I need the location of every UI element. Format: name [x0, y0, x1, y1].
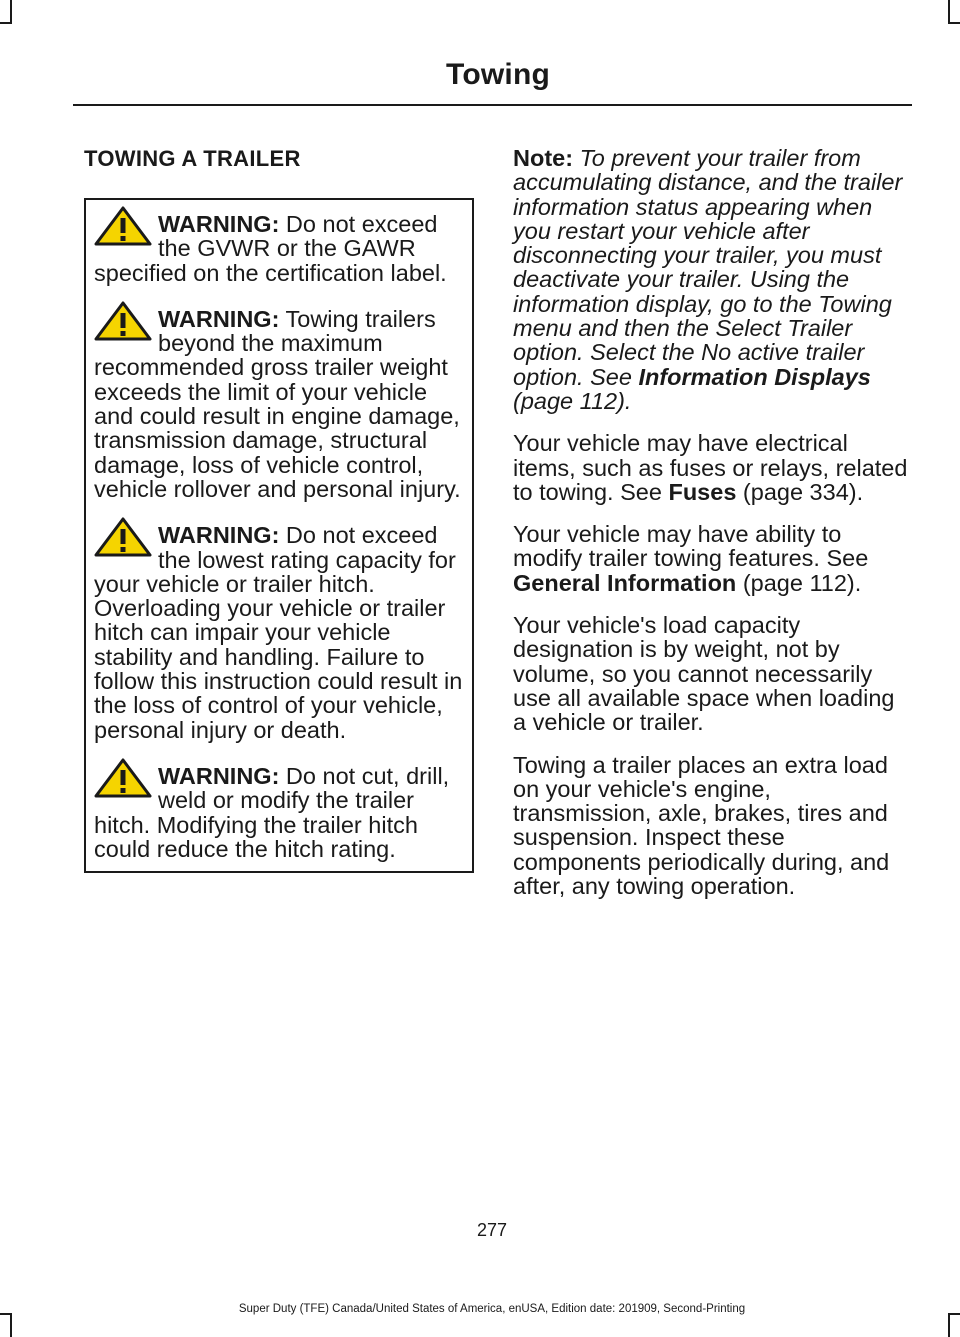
body-paragraph: [513, 522, 909, 595]
warning-label: WARNING:: [158, 211, 280, 237]
footer-edition-info: Super Duty (TFE) Canada/United States of America, enUSA, Edition date: 201909, Second-Printing: [238, 1303, 746, 1315]
crop-mark: [10, 1315, 12, 1337]
paragraph-text: Your vehicle may have ability to modify trailer towing features. See: [513, 521, 869, 572]
page-reference: (page 112).: [513, 387, 632, 414]
page-header-title: Towing: [446, 58, 550, 91]
warning-label: WARNING:: [158, 762, 280, 789]
warning-item: [94, 523, 464, 742]
warning-text: Towing trailers beyond the maximum recommended gross trailer weight exceeds the limit of your vehicle and could result in engine damage, transmission damage, structural damage, loss of vehicle control, vehicle rollover and personal injury.: [94, 305, 461, 502]
crop-mark: [948, 1315, 950, 1337]
left-column: [84, 146, 472, 873]
cross-reference-link[interactable]: Fuses: [668, 478, 737, 505]
note-label: Note:: [513, 145, 574, 171]
right-column: [513, 146, 909, 916]
warning-text: Do not cut, drill, weld or modify the trailer hitch. Modifying the trailer hitch could reduce the hitch rating.: [94, 762, 450, 862]
body-paragraph: Towing a trailer places an extra load on your vehicle's engine, transmission, axle, brakes, tires and suspension. Inspect these components periodically during, and after, any towing operation.: [513, 751, 890, 900]
cross-reference-link[interactable]: Information Displays: [638, 363, 871, 390]
warning-item: [94, 764, 464, 861]
warning-label: WARNING:: [158, 522, 280, 549]
note-text: To prevent your trailer from accumulating distance, and the trailer information status appearing when you restart your vehicle after disconnecting your trailer, you must deactivate your trailer. Using the information display, go to the Towing menu and then the Select Trailer option. Select the No active trailer option. See: [513, 145, 903, 390]
warning-triangle-icon: [94, 517, 152, 557]
cross-reference-link[interactable]: General Information: [513, 569, 737, 596]
warning-triangle-icon: [94, 206, 152, 246]
crop-mark: [0, 22, 12, 24]
crop-mark: [948, 22, 960, 24]
crop-mark: [10, 0, 12, 22]
page-reference: (page 334).: [736, 478, 864, 505]
header-divider: [73, 104, 912, 106]
warning-text: Do not exceed the lowest rating capacity for your vehicle or trailer hitch. Overloading your vehicle or trailer hitch can impair your vehicle stability and handling. Failure to follow this instruction could result in the loss of control of your vehicle, personal injury or death.: [94, 522, 463, 743]
warning-box: [84, 198, 474, 873]
warning-label: WARNING:: [158, 305, 280, 332]
section-title: TOWING A TRAILER: [84, 146, 301, 171]
body-paragraph: [513, 431, 909, 504]
page-reference: (page 112).: [736, 569, 862, 596]
page-number: 277: [476, 1220, 508, 1240]
crop-mark: [948, 0, 950, 22]
paragraph-text: Your vehicle may have electrical items, such as fuses or relays, related to towing. See: [513, 430, 908, 505]
note-paragraph: [513, 146, 909, 413]
warning-triangle-icon: [94, 758, 152, 798]
warning-item: [94, 212, 464, 285]
warning-triangle-icon: [94, 301, 152, 341]
body-paragraph: Your vehicle's load capacity designation is by weight, not by volume, so you cannot necessarily use all available space when loading a vehicle or trailer.: [513, 612, 895, 736]
warning-text: Do not exceed the GVWR or the GAWR specified on the certification label.: [94, 211, 447, 286]
warning-item: [94, 307, 464, 501]
